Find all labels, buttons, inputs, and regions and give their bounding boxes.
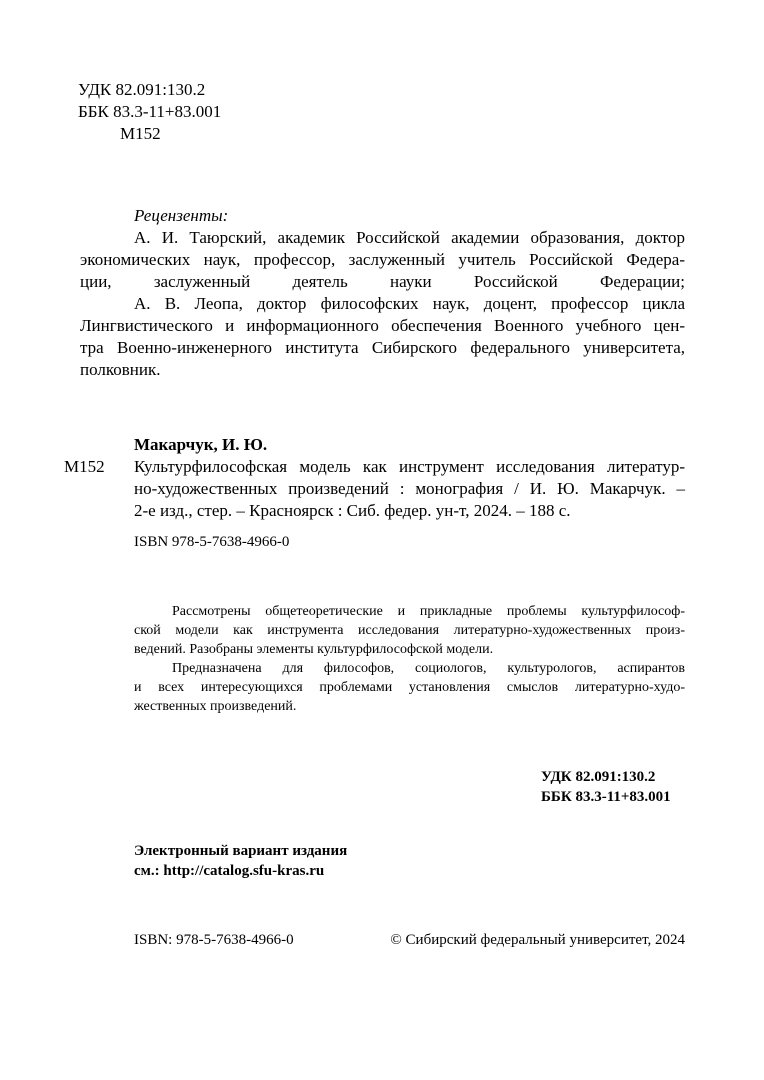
reviewer-1-line-3: ции, заслуженный деятель науки Российской Федерации; bbox=[80, 272, 685, 291]
reviewer-2-line-2: Лингвистического и информационного обеспечения Военного учебного цен- bbox=[80, 316, 685, 335]
reviewer-2-line-3: тра Военно-инженерного института Сибирского федерального университета, bbox=[80, 338, 685, 357]
reviewer-1-line-2: экономических наук, профессор, заслуженный учитель Российской Федера- bbox=[80, 250, 685, 269]
electronic-version-title: Электронный вариант издания bbox=[134, 843, 348, 859]
udk-code-bottom: УДК 82.091:130.2 bbox=[541, 769, 656, 785]
abstract-p2-line-1: Предназначена для философов, социологов, культурологов, аспирантов bbox=[172, 661, 685, 676]
reviewer-1-line-1: А. И. Таюрский, академик Российской академии образования, доктор bbox=[134, 228, 685, 247]
udk-code-top: УДК 82.091:130.2 bbox=[78, 80, 206, 99]
record-line-3: 2-е изд., стер. – Красноярск : Сиб. федер. ун-т, 2024. – 188 с. bbox=[134, 501, 571, 520]
reviewer-2-line-1: А. В. Леопа, доктор философских наук, доцент, профессор цикла bbox=[134, 294, 685, 313]
record-line-1: Культурфилософская модель как инструмент исследования литератур- bbox=[134, 457, 685, 476]
abstract-p2-line-2: и всех интересующихся проблемами установления смыслов литературно-худо- bbox=[134, 680, 685, 695]
reviewers-heading: Рецензенты: bbox=[134, 206, 229, 225]
record-isbn: ISBN 978-5-7638-4966-0 bbox=[134, 534, 290, 550]
bbk-code-bottom: ББК 83.3-11+83.001 bbox=[541, 789, 671, 805]
bbk-code-top: ББК 83.3-11+83.001 bbox=[78, 102, 222, 121]
reviewer-2-line-4: полковник. bbox=[80, 360, 161, 379]
record-line-2: но-художественных произведений : монография / И. Ю. Макарчук. – bbox=[134, 479, 685, 498]
author-sign-top: М152 bbox=[120, 124, 161, 143]
footer-isbn: ISBN: 978-5-7638-4966-0 bbox=[134, 932, 294, 948]
abstract-p2-line-3: жественных произведений. bbox=[134, 699, 297, 714]
abstract-p1-line-3: ведений. Разобраны элементы культурфилософской модели. bbox=[134, 642, 494, 657]
abstract-p1-line-2: ской модели как инструмента исследования литературно-художественных произ- bbox=[134, 623, 685, 638]
electronic-version-link: см.: http://catalog.sfu-kras.ru bbox=[134, 863, 325, 879]
author-heading: Макарчук, И. Ю. bbox=[134, 435, 268, 454]
abstract-p1-line-1: Рассмотрены общетеоретические и прикладные проблемы культурфилософ- bbox=[172, 604, 685, 619]
record-sign: М152 bbox=[64, 457, 105, 476]
footer-copyright: © Сибирский федеральный университет, 2024 bbox=[390, 932, 685, 948]
